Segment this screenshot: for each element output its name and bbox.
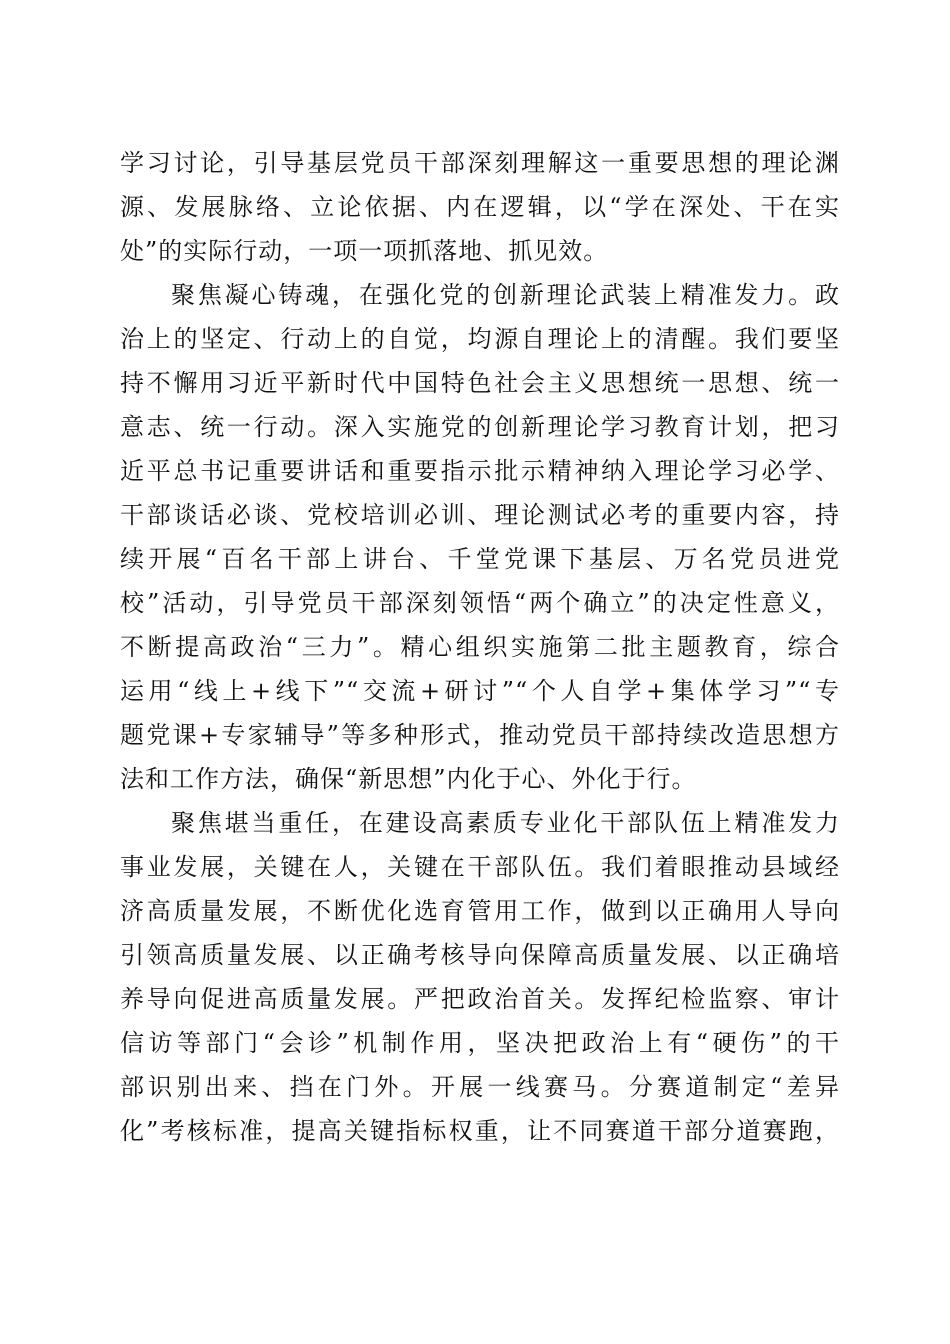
text-line: 引领高质量发展、以正确考核导向保障高质量发展、以正确培 [120,941,840,969]
text-line: 近平总书记重要讲话和重要指示批示精神纳入理论学习必学、 [120,457,840,485]
text-line: 续开展“百名干部上讲台、千堂党课下基层、万名党员进党 [120,545,840,573]
text-line: 意志、统一行动。深入实施党的创新理论学习教育计划，把习 [120,413,840,441]
document-body [120,141,840,1153]
text-line: 信访等部门“会诊”机制作用，坚决把政治上有“硬伤”的干 [120,1029,840,1057]
text-line: 化”考核标准，提高关键指标权重，让不同赛道干部分道赛跑， [120,1117,840,1145]
text-line: 法和工作方法，确保“新思想”内化于心、外化于行。 [120,765,697,793]
paragraph-3 [120,801,840,1153]
text-line: 处”的实际行动，一项一项抓落地、抓见效。 [120,237,609,265]
text-line: 聚焦凝心铸魂，在强化党的创新理论武装上精准发力。政 [171,281,840,309]
text-line: 学习讨论，引导基层党员干部深刻理解这一重要思想的理论渊 [120,149,840,177]
text-line: 部识别出来、挡在门外。开展一线赛马。分赛道制定“差异 [120,1073,840,1101]
text-line: 题党课+专家辅导”等多种形式，推动党员干部持续改造思想方 [120,721,840,749]
text-line: 聚焦堪当重任，在建设高素质专业化干部队伍上精准发力 [171,809,840,837]
paragraph-1 [120,141,840,273]
text-line: 济高质量发展，不断优化选育管用工作，做到以正确用人导向 [120,897,840,925]
text-line: 不断提高政治“三力”。精心组织实施第二批主题教育，综合 [120,633,840,661]
text-line: 养导向促进高质量发展。严把政治首关。发挥纪检监察、审计 [120,985,840,1013]
text-line: 校”活动，引导党员干部深刻领悟“两个确立”的决定性意义， [120,589,840,617]
text-line: 源、发展脉络、立论依据、内在逻辑，以“学在深处、干在实 [120,193,840,221]
text-line: 事业发展，关键在人，关键在干部队伍。我们着眼推动县域经 [120,853,840,881]
text-line: 持不懈用习近平新时代中国特色社会主义思想统一思想、统一 [120,369,840,397]
paragraph-2 [120,273,840,801]
text-line: 治上的坚定、行动上的自觉，均源自理论上的清醒。我们要坚 [120,325,840,353]
text-line: 运用“线上+线下”“交流+研讨”“个人自学+集体学习”“专 [120,677,840,705]
text-line: 干部谈话必谈、党校培训必训、理论测试必考的重要内容，持 [120,501,840,529]
